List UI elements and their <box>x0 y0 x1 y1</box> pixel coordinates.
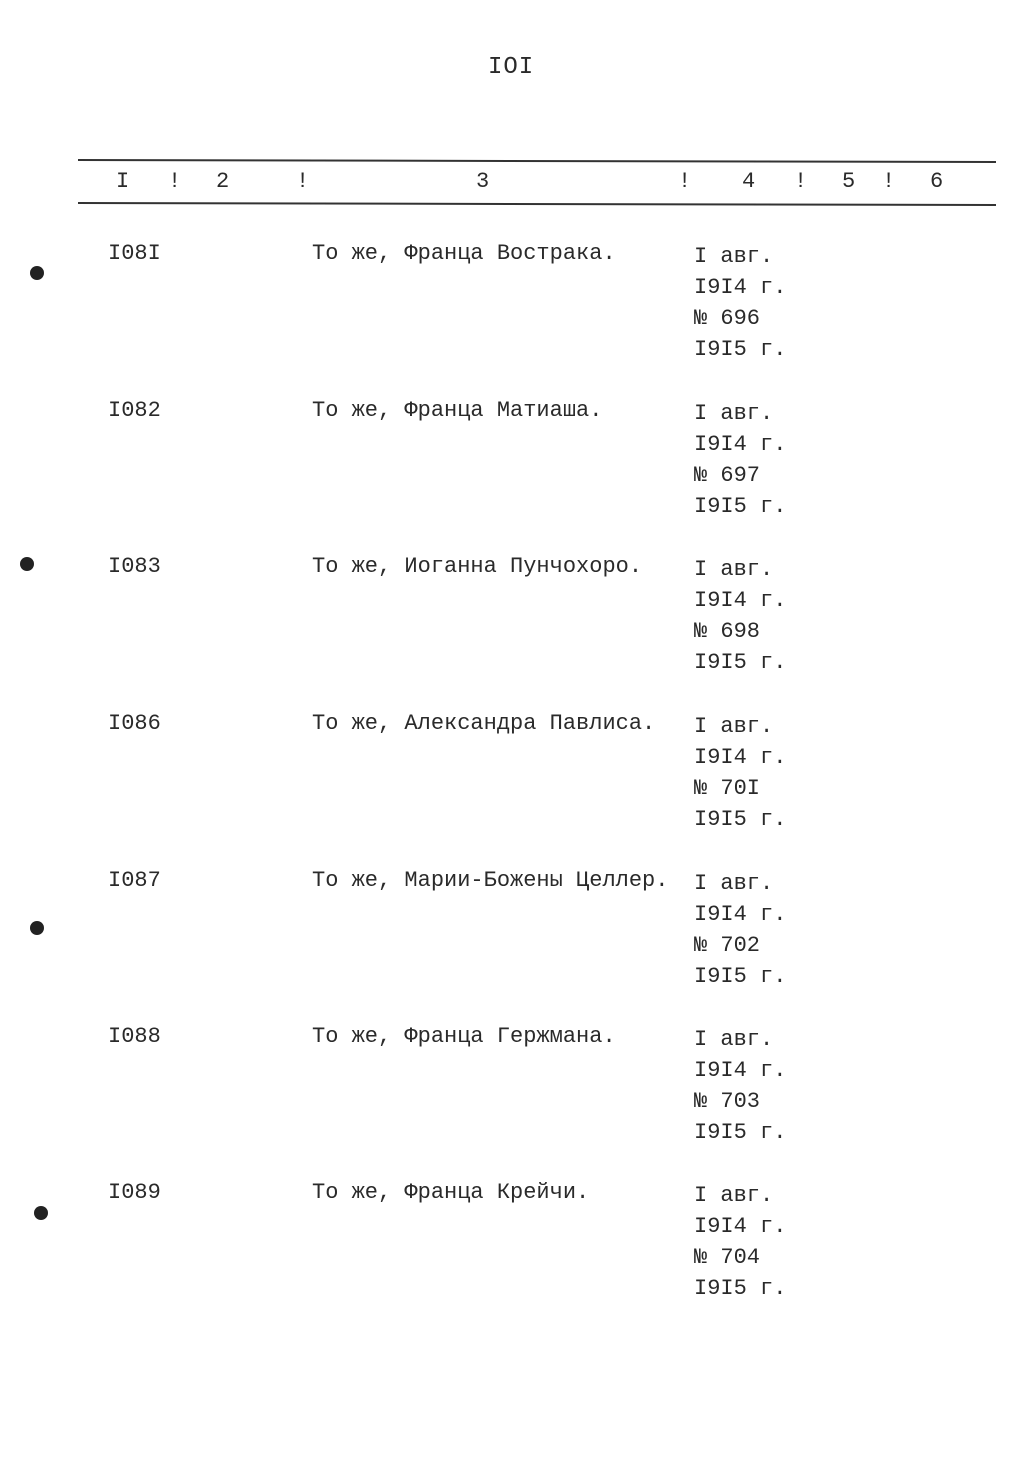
column-header-2: 2 <box>216 169 230 194</box>
date-start: I авг. <box>694 714 774 739</box>
record-number: I088 <box>108 1024 161 1049</box>
record-dates <box>694 554 786 678</box>
date-start-year: I9I4 г. <box>694 275 787 300</box>
date-end: I9I5 г. <box>694 650 787 675</box>
record-number: I087 <box>108 868 161 893</box>
date-start-year: I9I4 г. <box>694 588 787 613</box>
date-start: I авг. <box>694 1183 774 1208</box>
column-header-4: 4 <box>742 169 756 194</box>
record-description: То же, Франца Матиаша. <box>312 398 603 423</box>
column-header-5: 5 <box>842 169 856 194</box>
record-dates <box>694 1024 786 1148</box>
record-dates <box>694 868 786 992</box>
record-ref: № 70I <box>694 776 761 801</box>
table-row <box>0 1024 1024 1174</box>
table-row <box>0 711 1024 861</box>
column-header-1: I <box>116 169 130 194</box>
date-end: I9I5 г. <box>694 1276 787 1301</box>
date-start: I авг. <box>694 1027 774 1052</box>
table-row <box>0 554 1024 704</box>
record-ref: № 697 <box>694 463 761 488</box>
record-dates <box>694 241 786 365</box>
punch-hole-mark <box>30 266 44 280</box>
table-row <box>0 398 1024 548</box>
column-separator: ! <box>882 169 896 194</box>
record-description: То же, Франца Крейчи. <box>312 1180 590 1205</box>
record-description: То же, Франца Гержмана. <box>312 1024 616 1049</box>
date-end: I9I5 г. <box>694 337 787 362</box>
record-number: I082 <box>108 398 161 423</box>
date-start: I авг. <box>694 244 774 269</box>
punch-hole-mark <box>20 557 34 571</box>
date-start: I авг. <box>694 871 774 896</box>
record-ref: № 704 <box>694 1245 761 1270</box>
record-ref: № 703 <box>694 1089 761 1114</box>
date-start-year: I9I4 г. <box>694 1058 787 1083</box>
date-end: I9I5 г. <box>694 1120 787 1145</box>
record-dates <box>694 711 786 835</box>
table-row <box>0 868 1024 1018</box>
record-description: То же, Марии-Божены Целлер. <box>312 868 669 893</box>
column-header-6: 6 <box>930 169 944 194</box>
record-ref: № 696 <box>694 306 761 331</box>
date-start: I авг. <box>694 401 774 426</box>
date-start-year: I9I4 г. <box>694 432 787 457</box>
punch-hole-mark <box>34 1206 48 1220</box>
record-dates <box>694 398 786 522</box>
record-ref: № 702 <box>694 933 761 958</box>
column-separator: ! <box>168 169 182 194</box>
punch-hole-mark <box>30 921 44 935</box>
column-separator: ! <box>296 169 310 194</box>
record-dates <box>694 1180 786 1304</box>
page-number: IOI <box>488 54 535 81</box>
column-header-3: 3 <box>476 169 490 194</box>
date-start-year: I9I4 г. <box>694 1214 787 1239</box>
record-number: I089 <box>108 1180 161 1205</box>
record-number: I083 <box>108 554 161 579</box>
column-separator: ! <box>678 169 692 194</box>
record-number: I086 <box>108 711 161 736</box>
header-rule-bottom <box>78 202 996 206</box>
date-end: I9I5 г. <box>694 964 787 989</box>
record-ref: № 698 <box>694 619 761 644</box>
date-start-year: I9I4 г. <box>694 745 787 770</box>
record-description: То же, Франца Вострака. <box>312 241 616 266</box>
date-end: I9I5 г. <box>694 807 787 832</box>
record-description: То же, Иоганна Пунчохоро. <box>312 554 643 579</box>
table-row <box>0 241 1024 391</box>
record-number: I08I <box>108 241 161 266</box>
date-end: I9I5 г. <box>694 494 787 519</box>
date-start: I авг. <box>694 557 774 582</box>
record-description: То же, Александра Павлиса. <box>312 711 656 736</box>
column-separator: ! <box>794 169 808 194</box>
date-start-year: I9I4 г. <box>694 902 787 927</box>
table-row <box>0 1180 1024 1330</box>
header-rule-top <box>78 159 996 163</box>
